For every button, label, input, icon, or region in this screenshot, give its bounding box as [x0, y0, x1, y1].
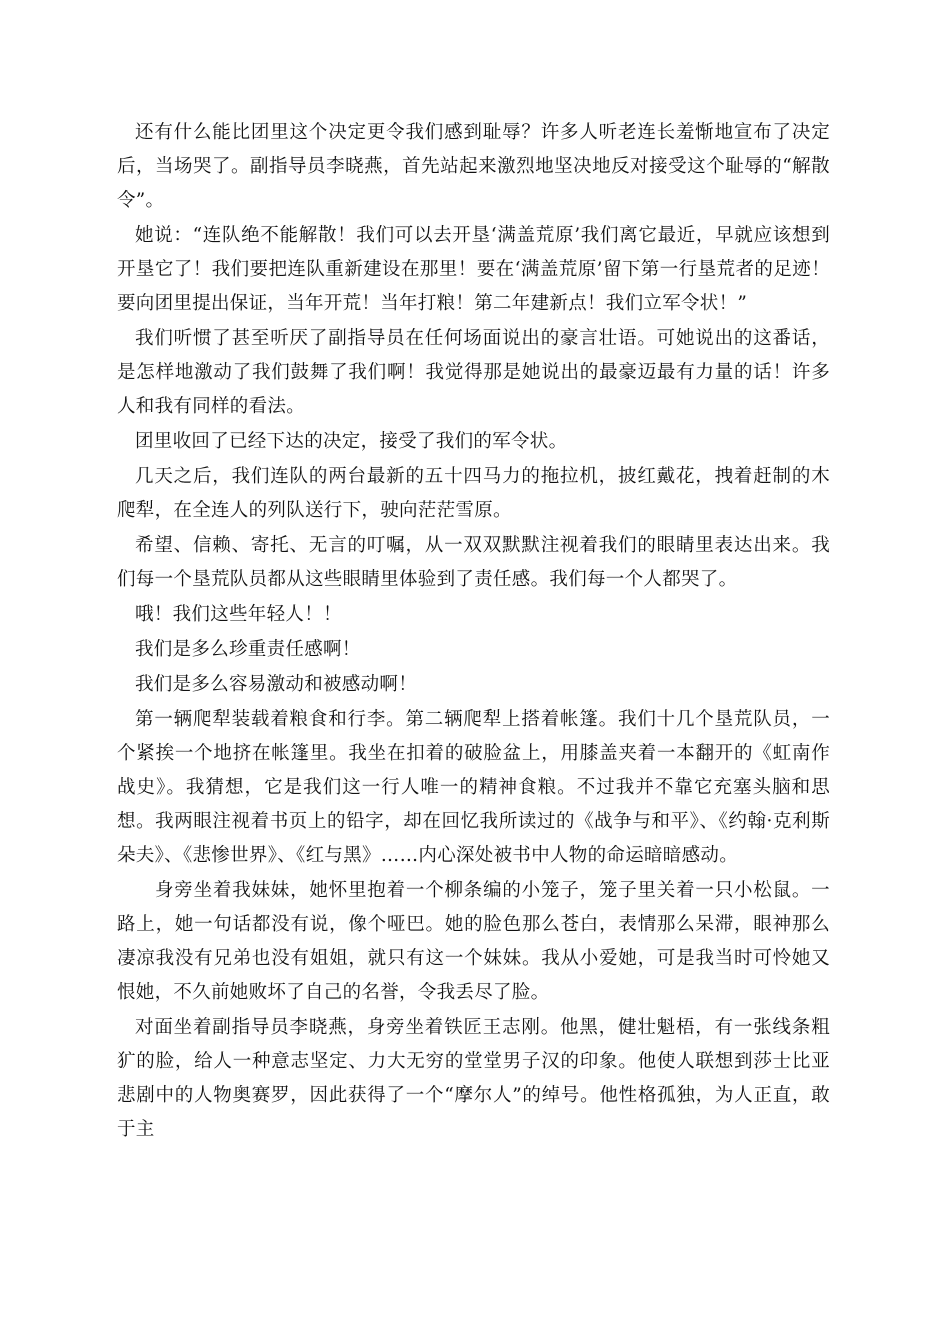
paragraph: 第一辆爬犁装载着粮食和行李。第二辆爬犁上搭着帐篷。我们十几个垦荒队员，一个紧挨一个地挤在帐篷里。我坐在扣着的破脸盆上，用膝盖夹着一本翻开的《虹南作战史》。我猜想，它是我们这一行人唯一的精神食粮。不过我并不靠它充塞头脑和思想。我两眼注视着书页上的铅字，却在回忆我所读过的《战争与和平》、《约翰·克利斯朵夫》、《悲惨世界》、《红与黑》……内心深处被书中人物的命运暗暗感动。	[117, 709, 830, 866]
paragraph: 还有什么能比团里这个决定更令我们感到耻辱？许多人听老连长羞惭地宣布了决定后，当场哭了。副指导员李晓燕，首先站起来激烈地坚决地反对接受这个耻辱的“解散令”。	[117, 122, 830, 211]
paragraph: 身旁坐着我妹妹，她怀里抱着一个柳条编的小笼子，笼子里关着一只小松鼠。一路上，她一句话都没有说，像个哑巴。她的脸色那么苍白，表情那么呆滞，眼神那么凄凉我没有兄弟也没有姐姐，就只有这一个妹妹。我从小爱她，可是我当时可怜她又恨她，不久前她败坏了自己的名誉，令我丢尽了脸。	[117, 880, 830, 1003]
paragraph: 对面坐着副指导员李晓燕，身旁坐着铁匠王志刚。他黑，健壮魁梧，有一张线条粗犷的脸，给人一种意志坚定、力大无穷的堂堂男子汉的印象。他使人联想到莎士比亚悲剧中的人物奥赛罗，因此获得了一个“摩尔人”的绰号。他性格孤独，为人正直，敢于主	[117, 1017, 830, 1140]
paragraph: 几天之后，我们连队的两台最新的五十四马力的拖拉机，披红戴花，拽着赶制的木爬犁，在全连人的列队送行下，驶向茫茫雪原。	[117, 466, 830, 521]
document-body	[117, 116, 830, 1148]
paragraph: 我们听惯了甚至听厌了副指导员在任何场面说出的豪言壮语。可她说出的这番话，是怎样地激动了我们鼓舞了我们啊！我觉得那是她说出的最豪迈最有力量的话！许多人和我有同样的看法。	[117, 328, 830, 417]
paragraph: 我们是多么珍重责任感啊！	[135, 639, 361, 660]
paragraph: 我们是多么容易激动和被感动啊！	[135, 674, 418, 695]
paragraph: 希望、信赖、寄托、无言的叮嘱，从一双双默默注视着我们的眼睛里表达出来。我们每一个垦荒队员都从这些眼睛里体验到了责任感。我们每一个人都哭了。	[117, 535, 830, 590]
paragraph: 她说：“连队绝不能解散！我们可以去开垦‘满盖荒原’我们离它最近，早就应该想到开垦它了！我们要把连队重新建设在那里！要在‘满盖荒原’留下第一行垦荒者的足迹！要向团里提出保证，当年开荒！当年打粮！第二年建新点！我们立军令状！”	[117, 225, 830, 314]
paragraph: 哦！我们这些年轻人！！	[135, 604, 342, 625]
paragraph: 团里收回了已经下达的决定，接受了我们的军令状。	[135, 431, 568, 452]
